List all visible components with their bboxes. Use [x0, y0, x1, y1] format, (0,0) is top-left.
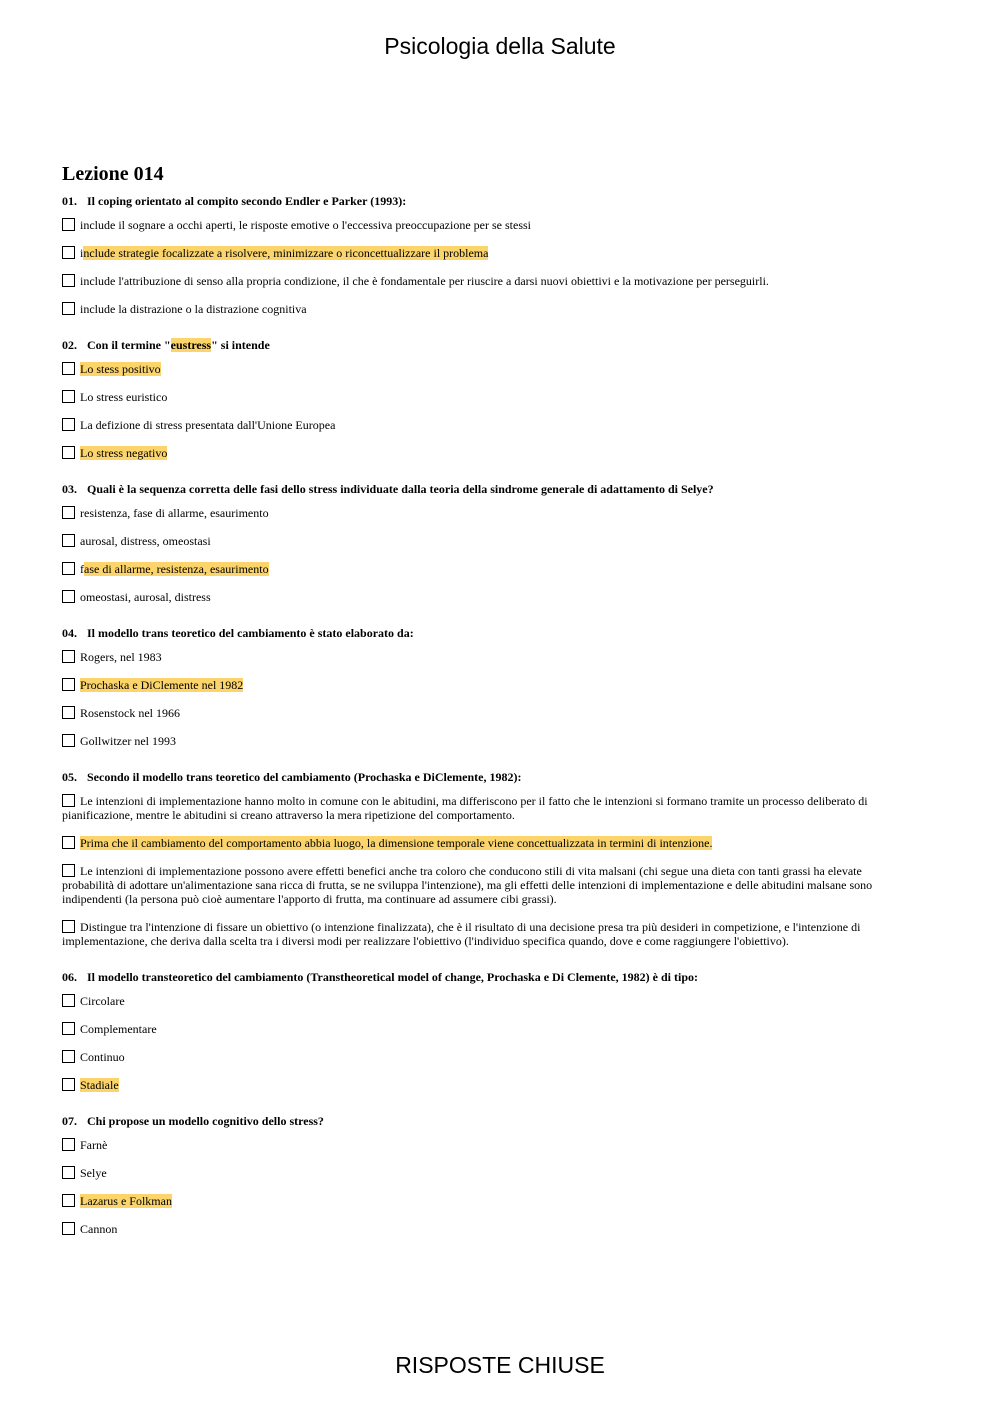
- answer-checkbox[interactable]: [62, 1138, 75, 1151]
- highlighted-term: eustress: [170, 338, 212, 352]
- answer-checkbox[interactable]: [62, 650, 75, 663]
- answer-checkbox[interactable]: [62, 590, 75, 603]
- answer-option[interactable]: [62, 246, 910, 260]
- question-number: 07.: [62, 1114, 77, 1128]
- answer-checkbox[interactable]: [62, 218, 75, 231]
- answer-option[interactable]: [62, 1222, 910, 1236]
- answer-option[interactable]: [62, 1078, 910, 1092]
- option-text: Rosenstock nel 1966: [80, 706, 180, 720]
- option-text: aurosal, distress, omeostasi: [80, 534, 211, 548]
- option-text: Farnè: [80, 1138, 108, 1152]
- answer-checkbox[interactable]: [62, 794, 75, 807]
- question-text: [62, 970, 910, 984]
- answer-option[interactable]: [62, 994, 910, 1008]
- highlighted-answer-text: Lazarus e Folkman: [80, 1194, 172, 1208]
- answer-option[interactable]: [62, 446, 910, 460]
- answer-option[interactable]: [62, 650, 910, 664]
- answer-option[interactable]: [62, 562, 910, 576]
- answer-option[interactable]: [62, 678, 910, 692]
- question-number: 05.: [62, 770, 77, 784]
- question-label: Il modello trans teoretico del cambiamento è stato elaborato da:: [87, 626, 414, 640]
- option-text: Le intenzioni di implementazione hanno molto in comune con le abitudini, ma differiscono per il fatto che le intenzioni si formano tramite un processo deliberato di pianificazione, mentre le abitudini si creano attraverso la mera ripetizione del comportamento.: [62, 794, 868, 822]
- answer-option[interactable]: [62, 302, 910, 316]
- highlighted-answer-text: nclude strategie focalizzate a risolvere, minimizzare o riconcettualizzare il problema: [83, 246, 489, 260]
- answer-checkbox[interactable]: [62, 446, 75, 459]
- question-label: Secondo il modello trans teoretico del cambiamento (Prochaska e DiClemente, 1982):: [87, 770, 522, 784]
- answer-checkbox[interactable]: [62, 706, 75, 719]
- answer-checkbox[interactable]: [62, 362, 75, 375]
- question-number: 02.: [62, 338, 77, 352]
- question-06: [62, 970, 910, 1092]
- question-label: Il coping orientato al compito secondo Endler e Parker (1993):: [87, 194, 407, 208]
- answer-option[interactable]: [62, 218, 910, 232]
- question-label-end: " si intende: [211, 338, 270, 352]
- question-number: 04.: [62, 626, 77, 640]
- highlighted-answer-text: Prima che il cambiamento del comportamento abbia luogo, la dimensione temporale viene concettualizzata in termini di intenzione.: [80, 836, 713, 850]
- option-text: include il sognare a occhi aperti, le risposte emotive o l'eccessiva preoccupazione per se stessi: [80, 218, 531, 232]
- answer-checkbox[interactable]: [62, 678, 75, 691]
- lesson-content: [62, 162, 910, 1250]
- question-02: [62, 338, 910, 460]
- question-text: [62, 482, 910, 496]
- option-text: Lo stress euristico: [80, 390, 168, 404]
- highlighted-answer-text: ase di allarme, resistenza, esaurimento: [84, 562, 269, 576]
- question-number: 01.: [62, 194, 77, 208]
- answer-option[interactable]: [62, 1050, 910, 1064]
- option-text: Distingue tra l'intenzione di fissare un obiettivo (o intenzione finalizzata), che è il risultato di una decisione presa tra più desideri in competizione, e l'intenzione di implementazione, che deriva dalla scelta tra i diversi modi per realizzare l'obiettivo (l'individuo specifica quando, dove e come raggiungere l'obiettivo).: [62, 920, 861, 948]
- question-04: [62, 626, 910, 748]
- lesson-title: Lezione 014: [62, 163, 164, 185]
- answer-option[interactable]: [62, 534, 910, 548]
- answer-checkbox[interactable]: [62, 836, 75, 849]
- question-number: 03.: [62, 482, 77, 496]
- answer-checkbox[interactable]: [62, 1050, 75, 1063]
- answer-option[interactable]: [62, 836, 910, 850]
- option-text: Gollwitzer nel 1993: [80, 734, 176, 748]
- highlighted-answer-text: Lo stess positivo: [80, 362, 161, 376]
- answer-checkbox[interactable]: [62, 1222, 75, 1235]
- answer-option[interactable]: [62, 274, 910, 288]
- answer-checkbox[interactable]: [62, 994, 75, 1007]
- answer-checkbox[interactable]: [62, 864, 75, 877]
- question-text: [62, 1114, 910, 1128]
- answer-checkbox[interactable]: [62, 1022, 75, 1035]
- question-label: Chi propose un modello cognitivo dello stress?: [87, 1114, 324, 1128]
- option-text: Cannon: [80, 1222, 118, 1236]
- page-footer: RISPOSTE CHIUSE: [395, 1352, 605, 1378]
- answer-option[interactable]: [62, 418, 910, 432]
- answer-option[interactable]: [62, 362, 910, 376]
- answer-option[interactable]: [62, 506, 910, 520]
- question-01: [62, 194, 910, 316]
- answer-checkbox[interactable]: [62, 506, 75, 519]
- answer-option[interactable]: [62, 1194, 910, 1208]
- answer-option[interactable]: [62, 1138, 910, 1152]
- answer-option[interactable]: [62, 1166, 910, 1180]
- question-text: [62, 770, 910, 784]
- answer-checkbox[interactable]: [62, 246, 75, 259]
- answer-option[interactable]: [62, 1022, 910, 1036]
- question-text: [62, 626, 910, 640]
- answer-option[interactable]: [62, 734, 910, 748]
- answer-checkbox[interactable]: [62, 390, 75, 403]
- question-text: [62, 194, 910, 208]
- answer-checkbox[interactable]: [62, 1078, 75, 1091]
- answer-option[interactable]: [62, 590, 910, 604]
- option-text: include la distrazione o la distrazione cognitiva: [80, 302, 307, 316]
- answer-option[interactable]: [62, 794, 910, 822]
- answer-option[interactable]: [62, 920, 910, 948]
- answer-checkbox[interactable]: [62, 534, 75, 547]
- answer-option[interactable]: [62, 390, 910, 404]
- question-05: [62, 770, 910, 948]
- question-03: [62, 482, 910, 604]
- answer-checkbox[interactable]: [62, 1194, 75, 1207]
- question-text: [62, 338, 910, 352]
- answer-option[interactable]: [62, 706, 910, 720]
- question-label: Il modello transteoretico del cambiamento (Transtheoretical model of change, Prochaska e Di Clemente, 1982) è di tipo:: [87, 970, 699, 984]
- option-text: La defizione di stress presentata dall'Unione Europea: [80, 418, 336, 432]
- question-07: [62, 1114, 910, 1236]
- answer-checkbox[interactable]: [62, 1166, 75, 1179]
- question-label: Con il termine ": [87, 338, 171, 352]
- option-text: Le intenzioni di implementazione possono avere effetti benefici anche tra coloro che conducono stili di vita malsani (chi segue una dieta con tanti grassi ha elevate probabilità di adottare un'alimentazione sana ricca di frutta, se ne sviluppa l'intenzione), ma gli effetti delle intenzioni di implementazione e delle abitudini malsane sono indipendenti (la persona può cioè aumentare l'apporto di frutta, ma continuare ad assumere cibi grassi).: [62, 864, 873, 906]
- page-header: Psicologia della Salute: [384, 33, 616, 59]
- option-text: include l'attribuzione di senso alla propria condizione, il che è fondamentale per riuscire a darsi nuovi obiettivi e la motivazione per perseguirli.: [80, 274, 769, 288]
- highlighted-answer-text: Lo stress negativo: [80, 446, 168, 460]
- answer-checkbox[interactable]: [62, 920, 75, 933]
- option-text: Circolare: [80, 994, 125, 1008]
- question-label: Quali è la sequenza corretta delle fasi dello stress individuate dalla teoria della sindrome generale di adattamento di Selye?: [87, 482, 714, 496]
- answer-checkbox[interactable]: [62, 734, 75, 747]
- answer-checkbox[interactable]: [62, 562, 75, 575]
- answer-checkbox[interactable]: [62, 274, 75, 287]
- question-number: 06.: [62, 970, 77, 984]
- highlighted-answer-text: Stadiale: [80, 1078, 119, 1092]
- option-text: Selye: [80, 1166, 107, 1180]
- option-text: resistenza, fase di allarme, esaurimento: [80, 506, 269, 520]
- option-text: i: [80, 246, 84, 260]
- answer-option[interactable]: [62, 864, 910, 906]
- highlighted-answer-text: Prochaska e DiClemente nel 1982: [80, 678, 244, 692]
- option-text: f: [80, 562, 84, 576]
- answer-checkbox[interactable]: [62, 418, 75, 431]
- answer-checkbox[interactable]: [62, 302, 75, 315]
- option-text: omeostasi, aurosal, distress: [80, 590, 211, 604]
- option-text: Complementare: [80, 1022, 157, 1036]
- option-text: Continuo: [80, 1050, 125, 1064]
- option-text: Rogers, nel 1983: [80, 650, 162, 664]
